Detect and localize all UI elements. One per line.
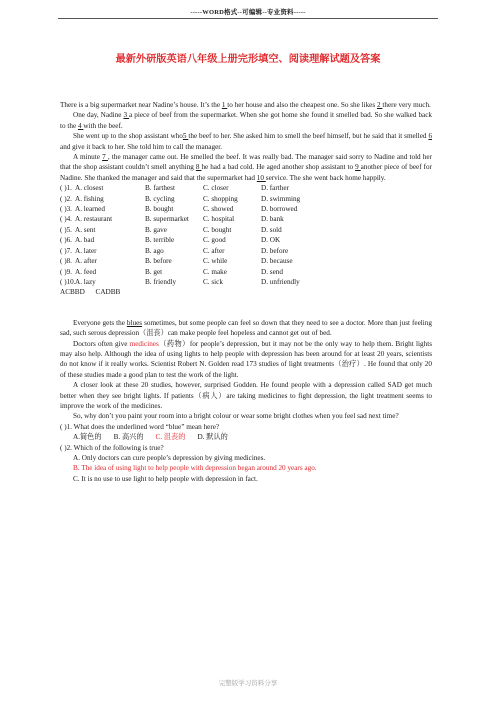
text-run: One day, Nadine — [73, 111, 124, 120]
option-c: C. hospital — [203, 215, 235, 224]
question-1-options — [60, 432, 432, 442]
blank-10: 10 — [256, 173, 266, 182]
option-b: B. get — [145, 267, 163, 276]
passage2-paragraph-1 — [60, 318, 432, 339]
option-a: A. restaurant — [75, 215, 113, 224]
question-number: ( )10. — [60, 277, 76, 286]
header-banner: -----WORD格式--可编辑--专业资料----- — [190, 9, 306, 16]
text-run: the beef to her. She asked him to smell the beef himself, but he said that it smelled — [188, 132, 429, 141]
text-run: A minute — [73, 153, 103, 162]
option-a: A. bad — [75, 236, 95, 245]
option-b: B. terrible — [145, 236, 175, 245]
option-a: A. closest — [75, 184, 104, 193]
text-run: Doctors often give — [73, 339, 130, 348]
option-b: B. bought — [145, 205, 174, 214]
option-b: B. cycling — [145, 194, 175, 203]
option-c: C. after — [203, 246, 225, 255]
question-number: ( )5. — [60, 225, 72, 234]
question-2-option-a: A. Only doctors can cure people’s depression by giving medicines. — [73, 454, 266, 462]
option-d: D. OK — [261, 236, 281, 245]
page-title: 最新外研版英语八年级上册完形填空、阅读理解试题及答案 — [115, 54, 381, 65]
option-d: D. swimming — [261, 194, 301, 203]
option-c: C. shopping — [203, 194, 238, 203]
option-b: B. farthest — [145, 184, 175, 193]
text-run: with the beef. — [83, 121, 123, 130]
blank-9: 9 — [355, 163, 361, 172]
option-d: D. sold — [261, 225, 282, 234]
option-c: C. sick — [203, 277, 223, 286]
document-body — [60, 100, 432, 484]
text-run: there very much. — [382, 101, 431, 109]
option-c: C. 沮丧的 — [155, 433, 186, 442]
option-row — [60, 267, 432, 277]
option-row — [60, 246, 432, 256]
page-footer: 完整版学习资料分享 — [218, 679, 278, 687]
option-b: B. before — [145, 257, 172, 266]
option-c: C. while — [203, 257, 228, 266]
highlighted-word: medicines — [129, 339, 159, 348]
passage2-paragraph-4: So, why don’t you paint your room into a bright colour or wear some bright clothes when you feel sad next time? — [73, 412, 399, 421]
option-row — [60, 194, 432, 204]
option-a: A. fishing — [75, 194, 104, 203]
blank-7: 7 — [102, 153, 108, 162]
option-row — [60, 204, 432, 214]
option-c: C. good — [203, 236, 226, 245]
text-run: , the manager came out. He smelled the beef. It was really bad. The manager said sorry to Nadine and told her that the shop assistant couldn’t smell anything — [60, 153, 433, 172]
passage1-paragraph-1 — [60, 100, 432, 110]
answer-key: ACBBD CADBB — [60, 288, 121, 297]
question-1: ( )1. What does the underlined word “blue” mean here? — [60, 422, 220, 431]
option-c: C. make — [203, 267, 227, 276]
blank-5: 5 — [182, 132, 189, 141]
question-number: ( )7. — [60, 246, 72, 255]
underlined-word: blues — [126, 318, 143, 327]
option-a: A. later — [75, 246, 97, 255]
option-row — [60, 235, 432, 245]
question-2-option-c: C. It is no use to use light to help people with depression in fact. — [73, 474, 258, 483]
option-d: D. send — [261, 267, 283, 276]
question-number: ( )8. — [60, 257, 72, 266]
option-d: D. unfriendly — [261, 277, 300, 286]
question-number: ( )6. — [60, 236, 72, 245]
option-row — [60, 256, 432, 266]
option-a: A.简色的 — [73, 433, 102, 442]
option-a: A. feed — [75, 267, 97, 276]
option-row — [60, 214, 432, 224]
question-number: ( )2. — [60, 194, 72, 203]
question-number: ( )4. — [60, 215, 72, 224]
passage2-paragraph-3: A closer look at these 20 studies, however, surprised Godden. He found people with a depression called SAD get much better when they see bright lights. If patients（病人）are taking medicines to fight depression, the light treatment seems to improve the work of the medicines. — [60, 381, 432, 410]
text-run: Everyone gets the — [73, 318, 127, 327]
option-a: A. sent — [75, 225, 96, 234]
passage2-paragraph-2 — [60, 339, 432, 381]
text-run: service. The she went back home happily. — [265, 173, 386, 182]
option-row — [60, 225, 432, 235]
passage1-paragraph-2 — [60, 110, 432, 131]
blank-2: 2 — [376, 101, 383, 109]
text-run: （药物）for people’s depression, but it may not be the only way to help them. Bright lights may also help. Although the idea of using lights to help people with depression has been around for at least 20 years, scientists do not know if it really works. Scientist Robert N. Golden read 173 studies of light treatments（治疗）. He found that only 20 of these studies made a good plan to test the work of the light. — [60, 339, 432, 379]
option-d: D. 默认的 — [197, 433, 228, 442]
question-number: ( )1. — [60, 184, 72, 193]
text-run: he had a bad cold. He aged another shop assistant to — [201, 163, 356, 172]
option-row — [60, 183, 432, 193]
question-number: ( )3. — [60, 205, 72, 214]
text-run: She went up to the shop assistant who — [73, 132, 183, 141]
option-d: D. because — [261, 257, 293, 266]
option-d: D. bank — [261, 215, 284, 224]
option-b: B. friendly — [145, 277, 177, 286]
option-a: A. after — [75, 257, 97, 266]
text-run: to her house and also the cheapest one. So she likes — [227, 101, 377, 109]
text-run: another piece of beef for Nadine. She thanked the manager and said that the supermarket had — [60, 163, 433, 182]
option-d: D. borrowed — [261, 205, 298, 214]
option-c: C. bought — [203, 225, 232, 234]
text-run: a piece of beef from the supermarket. When she got home she found it smelled bad. So she walked back to the — [60, 111, 433, 130]
blank-3: 3 — [123, 111, 130, 120]
blank-4: 4 — [77, 121, 84, 130]
text-run: sometimes, but some people can feel so down that they need to see a doctor. More than just feeling sad, such serous depression（沮丧）can make people feel hopeless and cannot get out of bed. — [60, 318, 432, 338]
passage1-paragraph-3 — [60, 131, 432, 152]
option-c: C. closer — [203, 184, 229, 193]
option-c: C. showed — [203, 205, 234, 214]
blank-1: 1 — [221, 101, 228, 109]
options-list — [60, 183, 432, 287]
option-d: D. farther — [261, 184, 289, 193]
passage1-paragraph-4 — [60, 152, 432, 183]
text-run: and give it back to her. She told him to call the manager. — [60, 142, 223, 151]
option-b: B. supermarket — [145, 215, 189, 224]
blank-6: 6 — [428, 132, 433, 141]
option-a: A. lazy — [75, 277, 96, 286]
blank-8: 8 — [195, 163, 202, 172]
option-b: B. ago — [145, 246, 164, 255]
question-2: ( )2. Which of the following is true? — [60, 443, 164, 452]
question-2-option-b: B. The idea of using light to help people with depression began around 20 years ago. — [73, 464, 317, 473]
option-d: D. before — [261, 246, 289, 255]
option-b: B. 高兴的 — [113, 433, 144, 442]
option-b: B. gave — [145, 225, 167, 234]
section-spacer — [60, 298, 432, 318]
question-number: ( )9. — [60, 267, 72, 276]
header-rule — [58, 18, 438, 19]
option-row — [60, 277, 432, 287]
text-run: There is a big supermarket near Nadine’s house. It’s the — [60, 101, 222, 109]
option-a: A. learned — [75, 205, 105, 214]
